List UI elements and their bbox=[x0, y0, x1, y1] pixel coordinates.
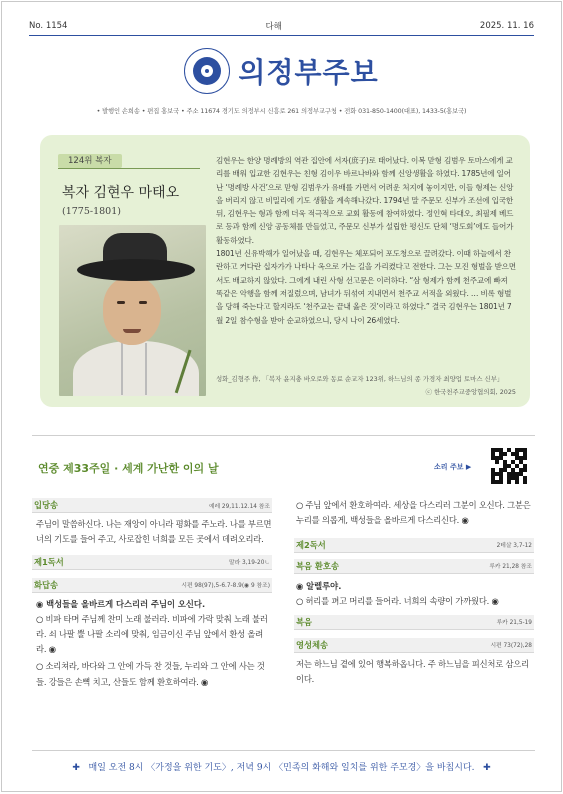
publisher-info: • 발행인 손희송 • 편집 홍보국 • 주소 11674 경기도 의정부시 신흥로 261 의정부교구청 • 전화 031-850-1400(대표), 1433-5(홍보국) bbox=[96, 108, 467, 115]
saint-rank: 124위 복자 bbox=[58, 154, 200, 169]
psalm-header: 화답송 시편 98(97),5-6.7-8.9(◉ 9 참조) bbox=[32, 578, 272, 593]
divider bbox=[32, 435, 535, 436]
portrait-credit: 성화_김형주 作, 「복자 윤지충 바오로와 동료 순교자 123위, 하느님의 종 가경자 최양업 토마스 신부」 ⓒ 한국천주교중앙협의회, 2025 bbox=[216, 375, 516, 396]
saint-portrait bbox=[59, 225, 206, 396]
second-reading-header: 제2독서 2테살 3,7-12 bbox=[294, 538, 534, 553]
bulletin-page bbox=[1, 1, 562, 792]
sunday-title: 연중 제33주일 · 세계 가난한 이의 날 bbox=[38, 462, 219, 475]
alleluia-verse: ○ 허리를 펴고 머리를 들어라. 너희의 속량이 가까웠다. ◉ bbox=[296, 595, 499, 606]
psalm-verse: ○ 주님 앞에서 환호하여라. 세상을 다스리러 그분이 오신다. 그분은 누리를 의롭게, 백성들을 올바르게 다스리신다. ◉ bbox=[296, 500, 531, 526]
left-column bbox=[32, 498, 272, 690]
cross-icon: ✚ bbox=[483, 763, 491, 773]
audio-bulletin-link[interactable]: 소리 주보 ▶ bbox=[434, 463, 472, 471]
prayer-reminder bbox=[2, 760, 561, 773]
divider bbox=[32, 750, 535, 751]
saint-name: 복자 김현우 마태오 bbox=[62, 185, 180, 201]
right-column bbox=[294, 498, 534, 687]
issue-bar bbox=[29, 19, 534, 36]
psalm-verse: ○ 소리쳐라, 바다와 그 안에 가득 찬 것들, 누리와 그 안에 사는 것들. 강들은 손뼉 치고, 산들도 함께 환호하여라. ◉ bbox=[36, 661, 265, 687]
entrance-antiphon-header: 입당송 예레 29,11.12.14 참조 bbox=[32, 498, 272, 513]
first-reading-header: 제1독서 말라 3,19-20ㄴ bbox=[32, 555, 272, 570]
bulletin-title: 의정부주보 bbox=[238, 56, 379, 89]
cross-icon: ✚ bbox=[72, 763, 80, 773]
saint-years: (1775-1801) bbox=[62, 206, 121, 217]
gospel-header: 복음 루카 21,5-19 bbox=[294, 615, 534, 630]
alleluia-response: ◉ 알렐루야. bbox=[296, 580, 342, 591]
gospel-acclamation-header: 복음 환호송 루카 21,28 참조 bbox=[294, 559, 534, 574]
masthead bbox=[2, 47, 561, 95]
prayer-reminder-text: 매일 오전 8시 〈가정을 위한 기도〉, 저녁 9시 〈민족의 화해와 일치를 위한 주모경〉을 바칩시다. bbox=[88, 763, 475, 773]
communion-antiphon-text: 저는 하느님 곁에 있어 행복하옵니다. 주 하느님을 피신처로 삼으리이다. bbox=[296, 658, 529, 685]
diocese-seal-icon bbox=[184, 48, 230, 94]
communion-antiphon-header: 영성체송 시편 73(72),28 bbox=[294, 638, 534, 653]
liturgical-year: 다해 bbox=[265, 22, 282, 32]
psalm-verse: ○ 비파 타며 주님께 찬미 노래 불러라. 비파에 가락 맞춰 노래 불러라. 쇠 나팔 뿔 나팔 소리에 맞춰, 임금이신 주님 앞에서 환성 올려라. ◉ bbox=[36, 613, 268, 655]
entrance-antiphon-text: 주님이 말씀하신다. 나는 재앙이 아니라 평화를 주노라. 나를 부르면 너의 기도를 들어 주고, 사로잡힌 너희를 모든 곳에서 데려오리라. bbox=[36, 519, 272, 545]
issue-number: No. 1154 bbox=[29, 21, 68, 31]
qr-code-icon[interactable] bbox=[491, 448, 527, 484]
psalm-response: ◉ 백성들을 올바르게 다스리러 주님이 오신다. bbox=[36, 598, 206, 609]
saint-biography bbox=[216, 154, 516, 327]
bio-paragraph: 1801년 신유박해가 일어났을 때, 김현우는 체포되어 포도청으로 끌려갔다. 이때 하늘에서 찬란하고 커다란 십자가가 나타나 옥으로 가는 길을 가리켰다고 전한다. 그는 모진 형벌을 받으면서도 배교하지 않았다. 그에게 내린 사형 선고문은 이러하다. “삼 형제가 함께 천주교에 빠져 똑같은 악행을 함께 저질렀으며, 남녀가 뒤섞여 지내면서 천주교 서적을 외웠다. … 비록 형벌을 당해 죽는다고 할지라도 ‘천주교는 끝내 옳은 것’이라고 하였다.” 결국 김현우는 1801년 7월 2일 참수형을 받아 순교하였으니, 당시 나이 26세였다. bbox=[216, 249, 516, 325]
bio-paragraph: 김현우는 한양 명례방의 역관 집안에 서자(庶子)로 태어났다. 이복 맏형 김범우 토마스에게 교리를 배워 입교한 김현우는 친형 김이우 바르나바와 함께 신앙생활을 하였다. 1785년에 일어난 ‘명례방 사건’으로 맏형 김범우가 유배를 가면서 어려운 처지에 놓이지만, 이들 형제는 신앙을 버리지 않고 비밀리에 기도 생활을 계속해나갔다. 1794년 말 주문모 신부가 조선에 입국한 뒤, 김현우는 형과 함께 더욱 적극적으로 교회 활동에 참여하였다. 정인혁 타대오, 최필제 베드로 등과 함께 신앙 공동체를 만들었고, 주문모 신부가 설립한 평신도 단체 ‘명도회’에도 들어가 활동하였다. bbox=[216, 156, 514, 245]
issue-date: 2025. 11. 16 bbox=[479, 21, 534, 31]
